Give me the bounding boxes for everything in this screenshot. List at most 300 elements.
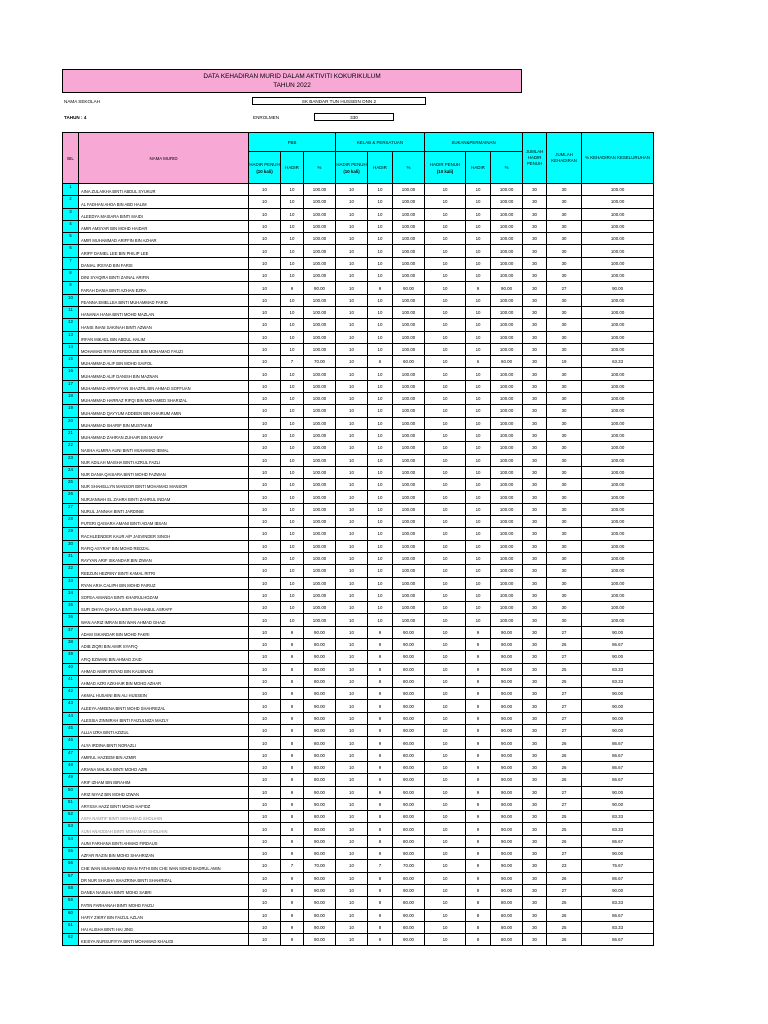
value-cell: 86.67 — [582, 761, 654, 773]
value-cell: 30 — [523, 454, 547, 466]
student-name: ALLIA IZRA BINTI AZIZUL — [79, 725, 249, 737]
value-cell: 30 — [523, 614, 547, 626]
value-cell: 80.00 — [393, 872, 425, 884]
student-name: MUHAMMAD QAYYUM ADDEEN BIN KHAIRUM AMIN — [79, 405, 249, 417]
value-cell: 30 — [547, 429, 582, 441]
value-cell: 30 — [547, 479, 582, 491]
value-cell: 80.00 — [393, 921, 425, 933]
value-cell: 10 — [466, 466, 491, 478]
value-cell: 9 — [466, 749, 491, 761]
table-row — [63, 860, 724, 872]
value-cell: 90.00 — [304, 626, 336, 638]
student-name: MOHAMAD RIYAN FERDOUSE BIN MOHAMAD FAUZI — [79, 343, 249, 355]
table-row — [63, 712, 724, 724]
value-cell: 100.00 — [393, 442, 425, 454]
value-cell: 90.00 — [491, 626, 523, 638]
value-cell: 30 — [547, 417, 582, 429]
value-cell: 26 — [547, 761, 582, 773]
row-number: 42 — [63, 688, 79, 700]
value-cell: 10 — [249, 540, 281, 552]
value-cell: 8 — [281, 638, 304, 650]
value-cell: 10 — [425, 663, 466, 675]
value-cell: 10 — [466, 417, 491, 429]
value-cell: 10 — [368, 208, 393, 220]
student-name: KEISYA NURSUFIYYA BINTI MOHAMAD KHALIDI — [79, 934, 249, 946]
value-cell: 10 — [368, 184, 393, 196]
value-cell: 10 — [336, 306, 368, 318]
value-cell: 100.00 — [393, 614, 425, 626]
value-cell: 10 — [336, 319, 368, 331]
value-cell: 10 — [249, 405, 281, 417]
value-cell: 9 — [466, 712, 491, 724]
value-cell: 10 — [425, 614, 466, 626]
student-name: AUNI ANADDIAH BINTI MOHAMAD SHOLIHIN — [79, 823, 249, 835]
value-cell: 30 — [547, 442, 582, 454]
value-cell: 10 — [425, 848, 466, 860]
value-cell: 10 — [336, 565, 368, 577]
value-cell: 10 — [281, 565, 304, 577]
value-cell: 7 — [281, 356, 304, 368]
value-cell: 9 — [281, 786, 304, 798]
value-cell: 10 — [249, 479, 281, 491]
value-cell: 10 — [336, 294, 368, 306]
student-name: NUR ADILAH MAISHA BINTI AZRUL FAZLI — [79, 454, 249, 466]
value-cell: 10 — [466, 479, 491, 491]
value-cell: 10 — [466, 589, 491, 601]
report-title-box — [62, 69, 522, 93]
value-cell: 10 — [466, 565, 491, 577]
value-cell: 10 — [425, 479, 466, 491]
value-cell: 100.00 — [393, 393, 425, 405]
value-cell: 10 — [336, 835, 368, 847]
student-name: ALEEDYA MAISARA BINTI MAIDI — [79, 208, 249, 220]
value-cell: 10 — [425, 454, 466, 466]
value-cell: 80.00 — [304, 823, 336, 835]
student-name: MUHAMMAD ALIF BIN MOHD SAIFOL — [79, 356, 249, 368]
value-cell: 10 — [249, 848, 281, 860]
value-cell: 10 — [249, 356, 281, 368]
value-cell: 8 — [368, 749, 393, 761]
value-cell: 10 — [425, 638, 466, 650]
value-cell: 90.00 — [491, 749, 523, 761]
value-cell: 90.00 — [393, 626, 425, 638]
value-cell: 10 — [336, 270, 368, 282]
value-cell: 100.00 — [491, 454, 523, 466]
value-cell: 90.00 — [582, 884, 654, 896]
value-cell: 100.00 — [304, 565, 336, 577]
value-cell: 30 — [523, 282, 547, 294]
student-name: PUTERI QAISARA AMANI BINTI ADAM IBSAN — [79, 516, 249, 528]
row-number: 3 — [63, 208, 79, 220]
row-number: 36 — [63, 614, 79, 626]
value-cell: 90.00 — [393, 884, 425, 896]
student-name: ALEEYA AMEENA BINTI MOHD SHAHREZAL — [79, 700, 249, 712]
value-cell: 100.00 — [491, 257, 523, 269]
value-cell: 9 — [466, 700, 491, 712]
value-cell: 8 — [368, 823, 393, 835]
value-cell: 90.00 — [393, 737, 425, 749]
row-number: 62 — [63, 934, 79, 946]
value-cell: 10 — [249, 552, 281, 564]
value-cell: 10 — [281, 577, 304, 589]
value-cell: 100.00 — [304, 331, 336, 343]
value-cell: 10 — [336, 466, 368, 478]
enrolment-label: ENROLMEN — [253, 115, 280, 120]
value-cell: 100.00 — [304, 368, 336, 380]
value-cell: 10 — [281, 270, 304, 282]
row-number: 56 — [63, 860, 79, 872]
value-cell: 100.00 — [304, 552, 336, 564]
value-cell: 9 — [281, 835, 304, 847]
value-cell: 10 — [249, 921, 281, 933]
value-cell: 30 — [523, 429, 547, 441]
value-cell: 100.00 — [582, 257, 654, 269]
table-row — [63, 786, 724, 798]
value-cell: 100.00 — [491, 184, 523, 196]
value-cell: 9 — [466, 774, 491, 786]
table-row — [63, 897, 724, 909]
value-cell: 70.00 — [304, 860, 336, 872]
value-cell: 10 — [336, 491, 368, 503]
value-cell: 10 — [249, 577, 281, 589]
row-number: 37 — [63, 626, 79, 638]
value-cell: 30 — [523, 675, 547, 687]
value-cell: 9 — [281, 700, 304, 712]
value-cell: 86.67 — [582, 872, 654, 884]
value-cell: 10 — [249, 417, 281, 429]
row-number: 45 — [63, 725, 79, 737]
value-cell: 100.00 — [304, 429, 336, 441]
value-cell: 10 — [336, 774, 368, 786]
row-number: 6 — [63, 245, 79, 257]
row-number: 54 — [63, 835, 79, 847]
value-cell: 100.00 — [393, 196, 425, 208]
table-row — [63, 614, 724, 626]
value-cell: 30 — [547, 602, 582, 614]
value-cell: 10 — [368, 368, 393, 380]
value-cell: 30 — [523, 417, 547, 429]
value-cell: 90.00 — [393, 761, 425, 773]
value-cell: 9 — [281, 872, 304, 884]
enrolment-value: 330 — [314, 113, 394, 121]
value-cell: 10 — [425, 688, 466, 700]
value-cell: 86.67 — [582, 774, 654, 786]
value-cell: 10 — [425, 602, 466, 614]
value-cell: 100.00 — [393, 565, 425, 577]
value-cell: 10 — [249, 331, 281, 343]
student-name: ARIF IZHAM BIN IBRAHIM — [79, 774, 249, 786]
value-cell: 30 — [523, 774, 547, 786]
value-cell: 100.00 — [491, 245, 523, 257]
value-cell: 10 — [368, 405, 393, 417]
table-row — [63, 417, 724, 429]
value-cell: 100.00 — [304, 294, 336, 306]
value-cell: 90.00 — [304, 884, 336, 896]
value-cell: 100.00 — [393, 331, 425, 343]
value-cell: 10 — [249, 688, 281, 700]
value-cell: 25 — [547, 675, 582, 687]
value-cell: 30 — [547, 552, 582, 564]
student-name: NURUL JANNAH BINTI JARDINIE — [79, 503, 249, 515]
value-cell: 100.00 — [582, 491, 654, 503]
student-name: AINA ZULAIKHA BINTI ABDUL SYUKUR — [79, 184, 249, 196]
year-label: TAHUN : 4 — [64, 115, 87, 120]
value-cell: 30 — [523, 565, 547, 577]
value-cell: 8 — [281, 774, 304, 786]
value-cell: 100.00 — [491, 220, 523, 232]
value-cell: 10 — [425, 429, 466, 441]
value-cell: 100.00 — [582, 368, 654, 380]
value-cell: 100.00 — [491, 565, 523, 577]
value-cell: 100.00 — [491, 602, 523, 614]
value-cell: 90.00 — [491, 786, 523, 798]
value-cell: 10 — [368, 491, 393, 503]
value-cell: 100.00 — [582, 442, 654, 454]
student-name: AL FADHAN AHDA BIN ABD HALIM — [79, 196, 249, 208]
value-cell: 90.00 — [304, 749, 336, 761]
value-cell: 30 — [523, 737, 547, 749]
value-cell: 10 — [281, 454, 304, 466]
student-name: REEZUN HEZRINY BINTI KAMAL RITRI — [79, 565, 249, 577]
value-cell: 8 — [368, 921, 393, 933]
value-cell: 100.00 — [393, 368, 425, 380]
value-cell: 10 — [281, 196, 304, 208]
value-cell: 30 — [547, 577, 582, 589]
row-number: 17 — [63, 380, 79, 392]
value-cell: 80.00 — [393, 835, 425, 847]
value-cell: 30 — [547, 233, 582, 245]
table-row — [63, 602, 724, 614]
table-row — [63, 393, 724, 405]
value-cell: 30 — [547, 196, 582, 208]
table-row — [63, 516, 724, 528]
value-cell: 9 — [281, 688, 304, 700]
value-cell: 10 — [466, 540, 491, 552]
student-name: MUHAMMAD ALIF DANISH BIN MAZNAN — [79, 368, 249, 380]
value-cell: 30 — [547, 220, 582, 232]
value-cell: 10 — [368, 479, 393, 491]
value-cell: 30 — [523, 897, 547, 909]
value-cell: 9 — [466, 675, 491, 687]
value-cell: 10 — [336, 577, 368, 589]
value-cell: 90.00 — [304, 835, 336, 847]
value-cell: 9 — [466, 737, 491, 749]
student-name: AMIRUL HAZEEM BIN AZMIR — [79, 749, 249, 761]
value-cell: 100.00 — [304, 270, 336, 282]
value-cell: 10 — [466, 245, 491, 257]
value-cell: 9 — [466, 638, 491, 650]
value-cell: 90.00 — [491, 823, 523, 835]
table-row — [63, 306, 724, 318]
value-cell: 80.00 — [304, 675, 336, 687]
row-number: 43 — [63, 700, 79, 712]
value-cell: 30 — [523, 872, 547, 884]
value-cell: 100.00 — [304, 466, 336, 478]
student-name: ARIZ NIYAZ BIN MOHD IZWAN — [79, 786, 249, 798]
value-cell: 10 — [368, 331, 393, 343]
value-cell: 86.67 — [582, 835, 654, 847]
value-cell: 30 — [523, 860, 547, 872]
value-cell: 100.00 — [491, 540, 523, 552]
value-cell: 10 — [466, 233, 491, 245]
value-cell: 30 — [523, 442, 547, 454]
student-name: RAFIQ ASYRAF BIN MOHD REDZAL — [79, 540, 249, 552]
value-cell: 8 — [281, 823, 304, 835]
value-cell: 27 — [547, 725, 582, 737]
value-cell: 10 — [336, 921, 368, 933]
value-cell: 10 — [281, 528, 304, 540]
student-name: MUHAMMAD ARRAYYAN SHAZFIL BIN AHMAD SOFFUAN — [79, 380, 249, 392]
value-cell: 10 — [425, 565, 466, 577]
value-cell: 90.00 — [393, 700, 425, 712]
value-cell: 100.00 — [393, 220, 425, 232]
value-cell: 10 — [425, 811, 466, 823]
value-cell: 10 — [336, 798, 368, 810]
value-cell: 10 — [336, 897, 368, 909]
value-cell: 9 — [281, 651, 304, 663]
value-cell: 30 — [547, 565, 582, 577]
value-cell: 30 — [523, 602, 547, 614]
value-cell: 10 — [249, 725, 281, 737]
value-cell: 9 — [466, 282, 491, 294]
value-cell: 10 — [281, 331, 304, 343]
value-cell: 10 — [281, 417, 304, 429]
value-cell: 10 — [249, 368, 281, 380]
value-cell: 10 — [425, 184, 466, 196]
value-cell: 26 — [547, 638, 582, 650]
value-cell: 10 — [336, 786, 368, 798]
value-cell: 83.33 — [582, 823, 654, 835]
value-cell: 83.33 — [582, 663, 654, 675]
value-cell: 100.00 — [304, 319, 336, 331]
row-number: 60 — [63, 909, 79, 921]
value-cell: 30 — [523, 343, 547, 355]
header-hadir-2: HADIR — [368, 152, 393, 184]
value-cell: 30 — [547, 491, 582, 503]
value-cell: 100.00 — [582, 233, 654, 245]
table-row — [63, 442, 724, 454]
value-cell: 100.00 — [491, 528, 523, 540]
value-cell: 10 — [368, 220, 393, 232]
value-cell: 10 — [336, 688, 368, 700]
value-cell: 30 — [547, 294, 582, 306]
value-cell: 10 — [425, 552, 466, 564]
value-cell: 10 — [425, 208, 466, 220]
value-cell: 90.00 — [393, 282, 425, 294]
value-cell: 100.00 — [393, 516, 425, 528]
header-hadir-1: HADIR — [281, 152, 304, 184]
row-number: 20 — [63, 417, 79, 429]
table-row — [63, 565, 724, 577]
value-cell: 10 — [466, 405, 491, 417]
value-cell: 10 — [368, 429, 393, 441]
value-cell: 100.00 — [582, 540, 654, 552]
value-cell: 10 — [466, 257, 491, 269]
value-cell: 100.00 — [491, 319, 523, 331]
row-number: 52 — [63, 811, 79, 823]
value-cell: 100.00 — [393, 577, 425, 589]
value-cell: 100.00 — [582, 528, 654, 540]
table-row — [63, 270, 724, 282]
value-cell: 30 — [523, 380, 547, 392]
value-cell: 100.00 — [582, 614, 654, 626]
value-cell: 10 — [281, 220, 304, 232]
value-cell: 9 — [466, 860, 491, 872]
value-cell: 100.00 — [304, 208, 336, 220]
student-name: DANEA NASUHA BINTI MOHD SABRI — [79, 884, 249, 896]
value-cell: 100.00 — [491, 196, 523, 208]
value-cell: 10 — [425, 675, 466, 687]
value-cell: 10 — [425, 823, 466, 835]
student-name: DR NUR SHASHA SHAZRINA BINTI SHAHRIZAL — [79, 872, 249, 884]
table-row — [63, 454, 724, 466]
row-number: 16 — [63, 368, 79, 380]
value-cell: 10 — [336, 245, 368, 257]
value-cell: 30 — [523, 196, 547, 208]
value-cell: 30 — [523, 934, 547, 946]
value-cell: 86.67 — [582, 638, 654, 650]
student-name: FEANNA EMELLEA BINTI MUHAMMAD FARID — [79, 294, 249, 306]
value-cell: 26 — [547, 774, 582, 786]
value-cell: 10 — [249, 429, 281, 441]
value-cell: 10 — [425, 761, 466, 773]
row-number: 4 — [63, 220, 79, 232]
value-cell: 10 — [336, 872, 368, 884]
value-cell: 10 — [368, 245, 393, 257]
value-cell: 30 — [523, 552, 547, 564]
attendance-table — [62, 132, 724, 946]
value-cell: 9 — [368, 761, 393, 773]
value-cell: 10 — [368, 540, 393, 552]
value-cell: 10 — [466, 429, 491, 441]
value-cell: 27 — [547, 282, 582, 294]
value-cell: 10 — [281, 257, 304, 269]
value-cell: 10 — [249, 343, 281, 355]
value-cell: 100.00 — [582, 552, 654, 564]
value-cell: 30 — [523, 638, 547, 650]
value-cell: 9 — [466, 725, 491, 737]
value-cell: 30 — [523, 577, 547, 589]
value-cell: 9 — [368, 884, 393, 896]
value-cell: 10 — [466, 331, 491, 343]
student-name: MUHAMMAD HARRAZ RIFQI BIN MOHAMED SHARIZAL — [79, 393, 249, 405]
value-cell: 10 — [425, 442, 466, 454]
value-cell: 10 — [281, 602, 304, 614]
value-cell: 90.00 — [304, 897, 336, 909]
row-number: 58 — [63, 884, 79, 896]
student-name: ADIB ZIQRI BIN AMIR SYAFIQ — [79, 638, 249, 650]
value-cell: 9 — [368, 700, 393, 712]
value-cell: 10 — [281, 552, 304, 564]
value-cell: 100.00 — [491, 516, 523, 528]
value-cell: 10 — [368, 319, 393, 331]
value-cell: 30 — [523, 651, 547, 663]
header-pct-1: % — [304, 152, 336, 184]
value-cell: 10 — [336, 540, 368, 552]
student-name: MUHAMMAD SHARIF BIN MUSTAKIM — [79, 417, 249, 429]
value-cell: 10 — [368, 614, 393, 626]
table-row — [63, 257, 724, 269]
value-cell: 10 — [249, 675, 281, 687]
table-row — [63, 934, 724, 946]
value-cell: 10 — [466, 306, 491, 318]
table-row — [63, 245, 724, 257]
value-cell: 90.00 — [491, 848, 523, 860]
value-cell: 100.00 — [393, 552, 425, 564]
value-cell: 100.00 — [491, 294, 523, 306]
value-cell: 76.67 — [582, 860, 654, 872]
student-name: RACHLEENDER KAUR A/P JASVINDER SINGH — [79, 528, 249, 540]
